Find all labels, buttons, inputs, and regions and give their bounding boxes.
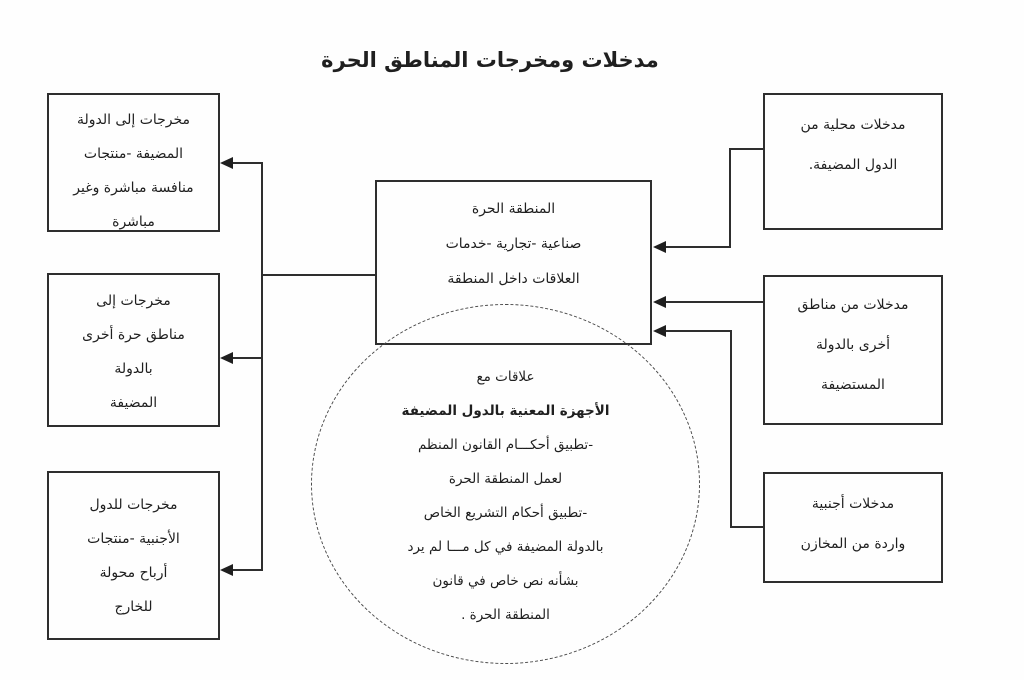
relations-circle: [311, 304, 700, 664]
circle-line: -تطبيق أحكام التشريع الخاص: [423, 505, 588, 521]
arrowhead-left-icon: [653, 296, 666, 308]
rbox3-to-centerbox-connector: [666, 330, 732, 332]
circle-line: -تطبيق أحكـــام القانون المنظم: [417, 437, 594, 453]
arrowhead-left-icon: [220, 564, 233, 576]
box-line: مباشرة: [112, 214, 155, 230]
box-line: للخارج: [114, 599, 153, 615]
box-line: أخرى بالدولة: [816, 337, 890, 353]
circle-line: بشأنه نص خاص في قانون: [432, 573, 579, 589]
rbox1-to-centerbox-connector: [666, 246, 730, 248]
box-line: أرباح محولة: [99, 565, 168, 581]
box-line: المضيفة: [109, 395, 158, 411]
centerbox-to-trunk-connector: [262, 274, 375, 276]
box-line: المستضيفة: [821, 377, 885, 393]
connector-to-lbox3: [233, 569, 262, 571]
circle-line: المنطقة الحرة .: [461, 607, 550, 623]
local-inputs-box: [763, 93, 943, 230]
circle-line: علاقات مع: [476, 369, 535, 385]
arrowhead-left-icon: [653, 325, 666, 337]
circle-line: لعمل المنطقة الحرة: [448, 471, 563, 487]
diagram-title: مدخلات ومخرجات المناطق الحرة: [321, 48, 659, 72]
connector-to-lbox1: [233, 162, 262, 164]
outputs-to-other-free-zones-box: [47, 273, 220, 427]
box-line: مخرجات إلى الدولة: [76, 112, 191, 128]
box-line: مدخلات من مناطق: [797, 297, 909, 313]
box-line: الدول المضيفة.: [808, 157, 898, 173]
rbox2-to-centerbox-connector: [666, 301, 763, 303]
box-line: واردة من المخازن: [800, 536, 906, 552]
connector-to-lbox2: [233, 357, 262, 359]
box-line: صناعية -تجارية -خدمات: [445, 236, 582, 252]
box-line: المضيفة -منتجات: [83, 146, 184, 162]
outputs-to-host-country-box: [47, 93, 220, 232]
foreign-inputs-box: [763, 472, 943, 583]
arrowhead-left-icon: [220, 352, 233, 364]
circle-line: الأجهزة المعنية بالدول المضيفة: [401, 403, 610, 419]
left-trunk-connector: [261, 162, 263, 571]
box-line: مدخلات محلية من: [800, 117, 906, 133]
outputs-to-foreign-countries-box: [47, 471, 220, 640]
box-line: الأجنبية -منتجات: [87, 531, 180, 547]
rbox3-up-connector: [730, 330, 732, 528]
box-line: مناطق حرة أخرى: [82, 327, 185, 343]
box-line: العلاقات داخل المنطقة: [447, 271, 580, 287]
rbox3-exit-connector: [730, 526, 763, 528]
arrowhead-left-icon: [220, 157, 233, 169]
circle-line: بالدولة المضيفة في كل مـــا لم يرد: [407, 539, 604, 555]
box-line: منافسة مباشرة وغير: [73, 180, 194, 196]
box-line: بالدولة: [114, 361, 153, 377]
box-line: المنطقة الحرة: [471, 201, 556, 217]
rbox1-exit-connector: [730, 148, 763, 150]
inputs-from-other-zones-box: [763, 275, 943, 425]
arrowhead-left-icon: [653, 241, 666, 253]
rbox1-down-connector: [729, 148, 731, 248]
box-line: مخرجات إلى: [96, 293, 171, 309]
box-line: مدخلات أجنبية: [811, 496, 895, 512]
box-line: مخرجات للدول: [89, 497, 178, 513]
